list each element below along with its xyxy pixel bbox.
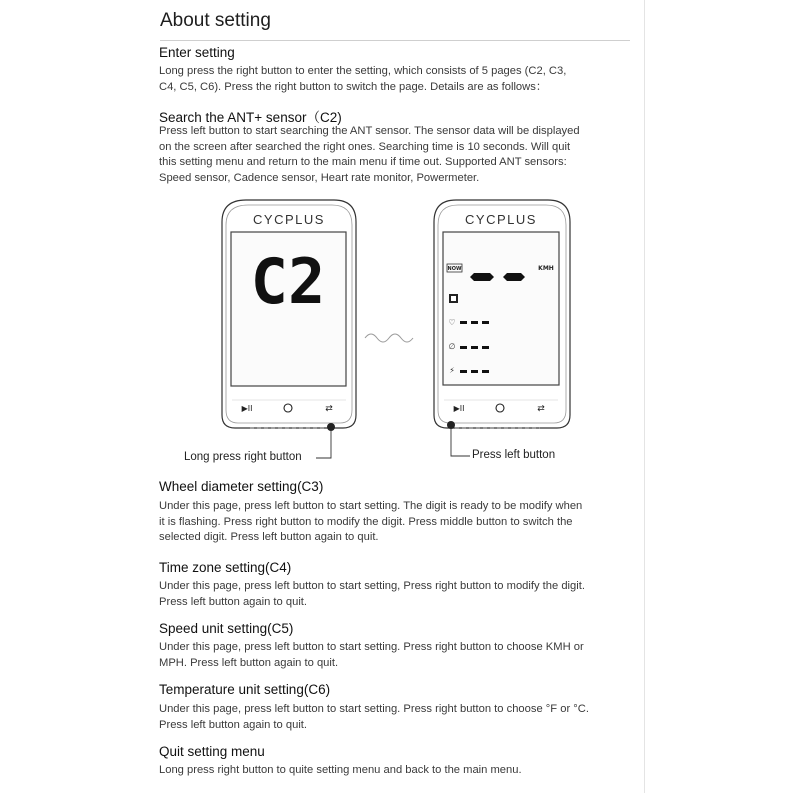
body-line: on the screen after searched the right ones. Searching time is 10 seconds. Will quit [159, 140, 571, 153]
screen-code: C2 [250, 245, 326, 318]
body-line: selected digit. Press left button again to quit. [159, 531, 379, 544]
speed-dash [503, 273, 525, 281]
section-heading-time-zone: Time zone setting(C4) [159, 560, 292, 575]
brand-logo: CYCPLUS [253, 212, 325, 227]
callout-press-left: Press left button [472, 449, 556, 461]
section-heading-enter-setting: Enter setting [159, 45, 235, 60]
section-heading-quit-setting: Quit setting menu [159, 744, 265, 759]
body-line: Press left button again to quit. [159, 595, 308, 608]
wave-connector [365, 334, 413, 342]
body-line: it is flashing. Press right button to modify the digit. Press middle button to switch the [159, 515, 573, 528]
power-meter-icon: ⚡ [449, 366, 455, 375]
now-tag: NOW [447, 266, 462, 272]
brand-logo: CYCPLUS [465, 212, 537, 227]
body-line: Speed sensor, Cadence sensor, Heart rate monitor, Powermeter. [159, 171, 480, 184]
section-body-speed-unit [159, 640, 639, 671]
body-line: Press left button again to quit. [159, 718, 308, 731]
section-heading-wheel-diameter: Wheel diameter setting(C3) [159, 479, 324, 494]
section-heading-temperature-unit: Temperature unit setting(C6) [159, 682, 331, 697]
page-title: About setting [160, 10, 271, 31]
play-pause-icon: ▶II [453, 404, 465, 413]
body-line: Long press right button to quite setting menu and back to the main menu. [159, 764, 522, 776]
body-line: this setting menu and return to the main menu if time out. Supported ANT sensors: [159, 156, 567, 169]
body-line: Long press the right button to enter the setting, which consists of 5 pages (C2, C3, [159, 65, 567, 77]
speed-dash [470, 273, 494, 281]
section-body-wheel-diameter [159, 499, 639, 546]
heart-icon: ♡ [448, 318, 456, 327]
right-button-dot [327, 423, 335, 431]
body-line: Under this page, press left button to start setting. The digit is ready to be modify when [159, 500, 583, 512]
body-line: Under this page, press left button to start setting. Press right button to choose °F or °C. [159, 703, 589, 715]
callout-line-left [316, 431, 331, 458]
callout-line-right [451, 429, 470, 456]
switch-icon: ⇄ [537, 404, 545, 414]
cadence-icon: ∅ [448, 342, 456, 351]
body-line: MPH. Press left button again to quit. [159, 656, 339, 669]
body-line: Under this page, press left button to start setting. Press right button to choose KMH or [159, 641, 584, 653]
right-screen [443, 232, 559, 385]
body-line: Press left button to start searching the ANT sensor. The sensor data will be displayed [159, 125, 580, 137]
play-pause-icon: ▶II [241, 404, 253, 413]
section-body-temperature-unit [159, 702, 639, 733]
right-device [434, 200, 570, 429]
callout-long-press-right: Long press right button [184, 451, 302, 463]
section-body-quit-setting [159, 763, 639, 779]
switch-icon: ⇄ [325, 404, 333, 414]
section-heading-search-ant: Search the ANT+ sensor（C2) [159, 110, 342, 125]
section-heading-speed-unit: Speed unit setting(C5) [159, 621, 294, 636]
section-body-time-zone [159, 579, 639, 610]
body-line: C4, C5, C6). Press the right button to switch the page. Details are as follows： [159, 80, 548, 93]
unit-label: KMH [538, 265, 554, 272]
body-line: Under this page, press left button to start setting, Press right button to modify the digit. [159, 580, 585, 592]
left-button-dot [447, 421, 455, 429]
left-device [222, 200, 356, 431]
